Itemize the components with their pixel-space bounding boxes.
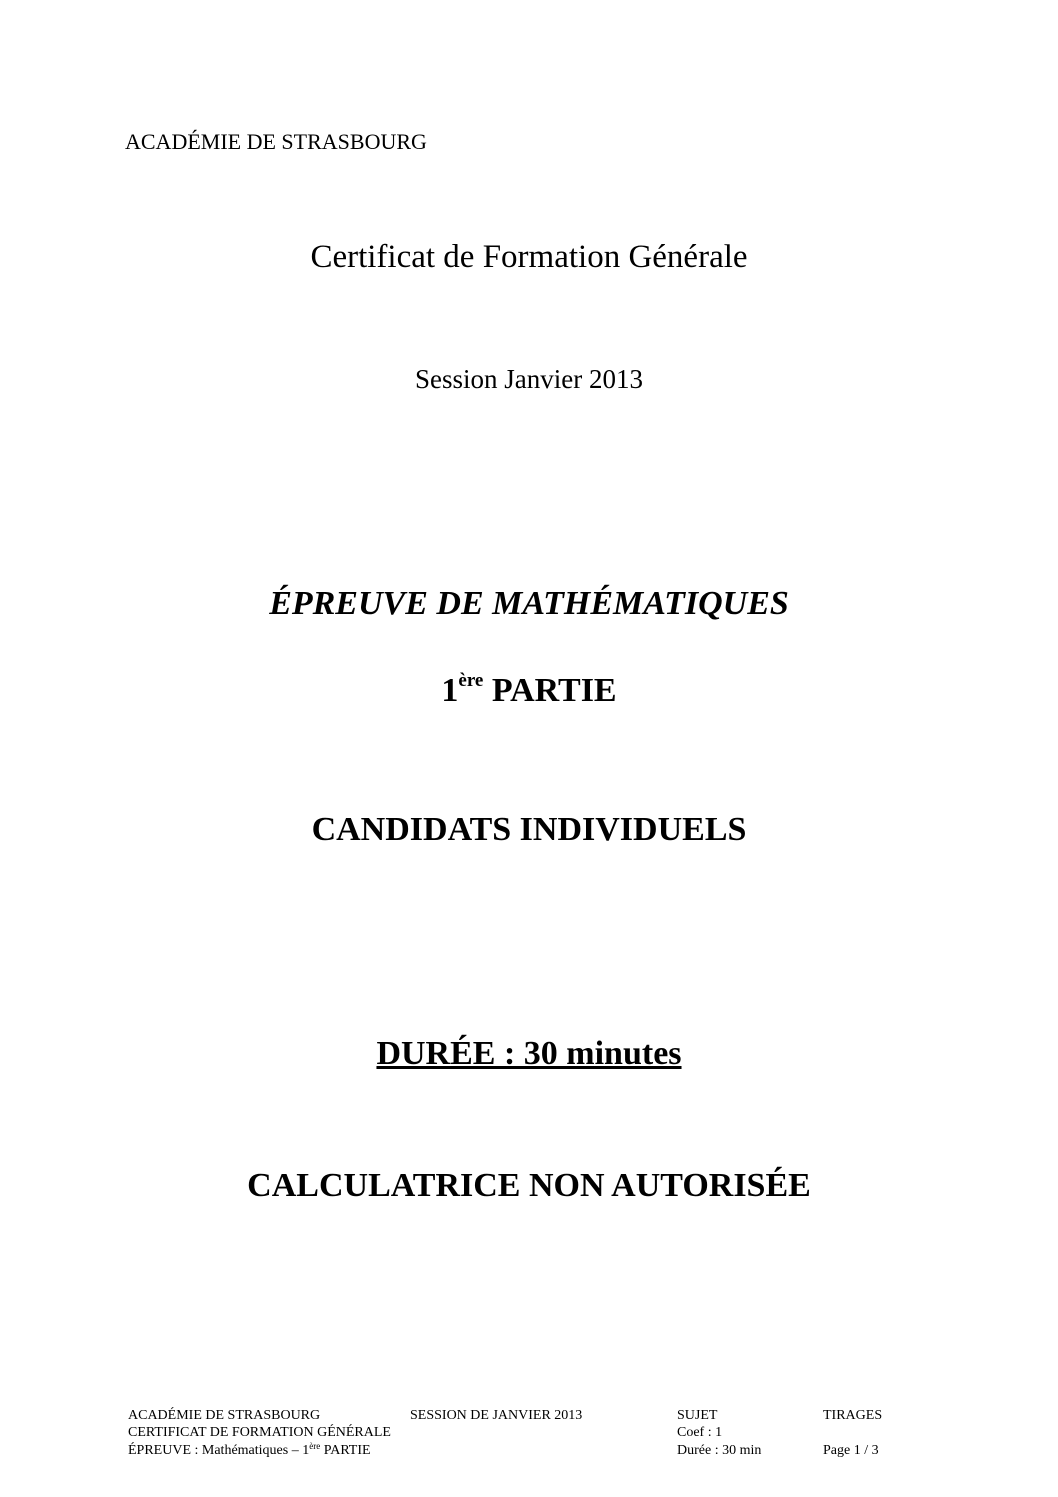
footer-coefficient: Coef : 1 — [677, 1425, 723, 1440]
footer-subject: SUJET — [677, 1408, 718, 1423]
footer-copies: TIRAGES — [823, 1408, 883, 1423]
footer-duration: Durée : 30 min — [677, 1443, 762, 1458]
exam-title: ÉPREUVE DE MATHÉMATIQUES — [269, 585, 789, 622]
session-line: Session Janvier 2013 — [415, 364, 643, 394]
footer-exam-prefix: ÉPREUVE : Mathématiques – 1 — [128, 1443, 310, 1458]
candidates-title: CANDIDATS INDIVIDUELS — [311, 811, 747, 848]
part-superscript: ère — [458, 670, 484, 691]
footer-session: SESSION DE JANVIER 2013 — [410, 1408, 583, 1423]
footer-academy: ACADÉMIE DE STRASBOURG — [128, 1408, 321, 1423]
footer-exam-superscript: ère — [309, 1441, 321, 1451]
part-title — [0, 669, 1058, 713]
duration-title: DURÉE : 30 minutes — [376, 1035, 682, 1072]
footer-page-number: Page 1 / 3 — [823, 1443, 879, 1458]
calculator-title: CALCULATRICE NON AUTORISÉE — [247, 1167, 811, 1204]
part-word: PARTIE — [483, 672, 617, 709]
academy-header: ACADÉMIE DE STRASBOURG — [125, 129, 427, 154]
certificate-title: Certificat de Formation Générale — [310, 239, 748, 275]
footer-certificate: CERTIFICAT DE FORMATION GÉNÉRALE — [128, 1425, 391, 1440]
footer-exam-suffix: PARTIE — [320, 1443, 371, 1458]
part-number: 1 — [441, 672, 459, 709]
footer-exam — [128, 1443, 371, 1459]
